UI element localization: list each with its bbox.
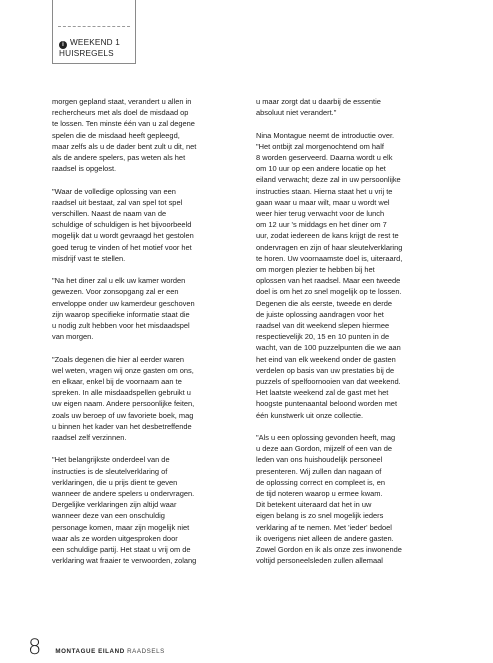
- footer-brand-name: MONTAGUE EILAND: [55, 648, 125, 655]
- label-divider: [58, 26, 130, 27]
- paragraph: "Zoals degenen die hier al eerder waren wel weten, vragen wij onze gasten om ons, en elkaar, enkel bij de voornaam aan te spreken. In alle misdaadspellen gebruikt u uw eigen naam. Andere persoonlijke feiten, zoals uw beroep of uw favoriete boek, mag u binnen het kader van het desbetreffende raadsel zelf verzinnen.: [52, 354, 195, 443]
- label-line1: WEEKEND 1: [70, 38, 121, 47]
- left-column: [52, 96, 242, 578]
- page-number: 8: [28, 635, 42, 659]
- page-footer: [28, 635, 165, 659]
- info-icon: i: [59, 41, 67, 49]
- paragraph: "Als u een oplossing gevonden heeft, mag u deze aan Gordon, mijzelf of een van de leden van ons huishoudelijk personeel presenteren. Wij zullen dan nagaan of de oplossing correct en compleet is, en de tijd noteren waarop u ermee kwam. Dit betekent uiteraard dat het in uw eigen belang is zo snel mogelijk ieders verklaring af te nemen. Met 'ieder' bedoel ik overigens niet alleen de andere gasten. Zowel Gordon en ik als onze zes inwonende voltijd personeelsleden zullen allemaal: [256, 433, 402, 566]
- paragraph: "Waar de volledige oplossing van een raadsel uit bestaat, zal van spel tot spel verschillen. Naast de naam van de schuldige of schuldigen is het bijvoorbeeld mogelijk dat u wordt gevraagd het gestolen goed terug te vinden of het motief voor het misdrijf vast te stellen.: [52, 186, 194, 263]
- right-column: [256, 96, 446, 578]
- paragraph: morgen gepland staat, verandert u allen in rechercheurs met als doel de misdaad op te lossen. Ten minste één van u zal degene spelen die de misdaad heeft gepleegd, maar zelfs als u de dader bent zult u dit, net als de andere spelers, pas weten als het raadsel is opgelost.: [52, 97, 197, 174]
- footer-brand: [55, 648, 165, 655]
- label-line2: HUISREGELS: [59, 49, 114, 58]
- paragraph: u maar zorgt dat u daarbij de essentie absoluut niet verandert.": [256, 97, 381, 118]
- section-label: [52, 0, 136, 64]
- footer-section: RAADSELS: [127, 648, 165, 655]
- paragraph: Nina Montague neemt de introductie over. "Het ontbijt zal morgenochtend om half 8 worden geserveerd. Daarna wordt u elk om 10 uur op een andere locatie op het eiland verwacht; deze zal in uw persoonlijke instructies staan. Hierna staat het u vrij te gaan waar u maar wilt, maar u wordt wel weer hier terug verwacht voor de lunch om 12 uur 's middags en het diner om 7 uur, zodat iedereen de kans krijgt de rest te ondervragen en zijn of haar sleutelverklaring te horen. Uw voornaamste doel is, uiteraard, om morgen plezier te hebben bij het oplossen van het raadsel. Maar een tweede doel is om het zo snel mogelijk op te lossen. Degenen die als eerste, tweede en derde de juiste oplossing aandragen voor het raadsel van dit weekend slepen hiermee respectievelijk 20, 15 en 10 punten in de wacht, van de 100 puzzelpunten die we aan het eind van elk weekend onder de gasten verdelen op basis van uw prestaties bij de puzzels of spelfoornooien van dat weekend. Het laatste weekend zal de gast met het hoogste puntenaantal beloond worden met één kunstwerk uit onze collectie.: [256, 130, 403, 420]
- paragraph: "Na het diner zal u elk uw kamer worden gewezen. Voor zonsopgang zal er een enveloppe onder uw kamerdeur geschoven zijn waarop specifieke informatie staat die u nodig zult hebben voor het misdaadspel van morgen.: [52, 276, 195, 342]
- section-label-text: [59, 38, 120, 59]
- paragraph: "Het belangrijkste onderdeel van de instructies is de sleutelverklaring of verklaringen, die u prijs dient te geven wanneer de andere spelers u ondervragen. Dergelijke verklaringen zijn altijd waar wanneer deze van een onschuldig personage komen, maar zijn mogelijk niet waar als ze worden uitgesproken door een schuldige partij. Het staat u vrij om de verklaring wat fraaier te verwoorden, zolang: [52, 455, 197, 566]
